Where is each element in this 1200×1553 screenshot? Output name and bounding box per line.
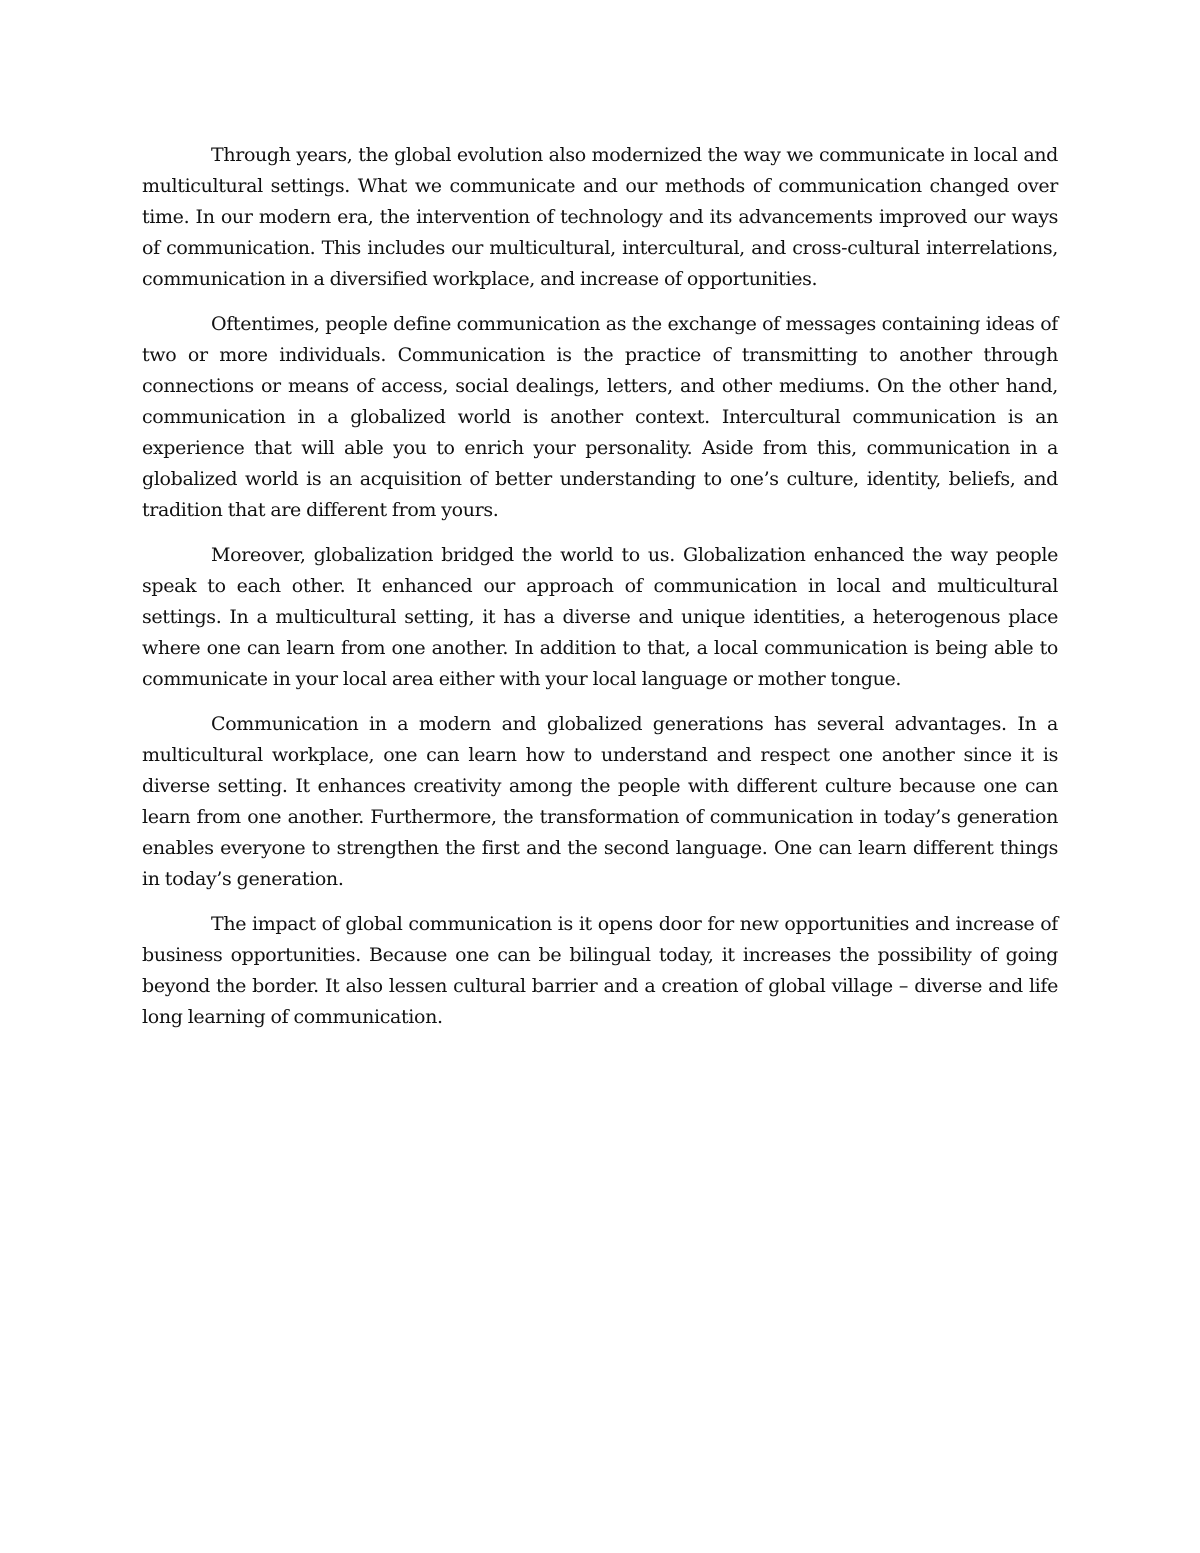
paragraph-3: Moreover, globalization bridged the world to us. Globalization enhanced the way people speak to each other. It enhanced our approach of communication in local and multicultural settings. In a multicultural setting, it has a diverse and unique identities, a heterogenous place where one can learn from one another. In addition to that, a local communication is being able to communicate in your local area either with your local language or mother tongue.	[142, 544, 1058, 690]
paragraph-5: The impact of global communication is it opens door for new opportunities and increase of business opportunities. Because one can be bilingual today, it increases the possibility of going beyond the border. It also lessen cultural barrier and a creation of global village – diverse and life long learning of communication.	[142, 913, 1058, 1028]
essay-body	[142, 140, 1058, 1047]
paragraph-4: Communication in a modern and globalized generations has several advantages. In a multicultural workplace, one can learn how to understand and respect one another since it is diverse setting. It enhances creativity among the people with different culture because one can learn from one another. Furthermore, the transformation of communication in today’s generation enables everyone to strengthen the first and the second language. One can learn different things in today’s generation.	[142, 713, 1058, 890]
paragraph-2: Oftentimes, people define communication as the exchange of messages containing ideas of two or more individuals. Communication is the practice of transmitting to another through connections or means of access, social dealings, letters, and other mediums. On the other hand, communication in a globalized world is another context. Intercultural communication is an experience that will able you to enrich your personality. Aside from this, communication in a globalized world is an acquisition of better understanding to one’s culture, identity, beliefs, and tradition that are different from yours.	[142, 313, 1058, 521]
paragraph-1: Through years, the global evolution also modernized the way we communicate in local and multicultural settings. What we communicate and our methods of communication changed over time. In our modern era, the intervention of technology and its advancements improved our ways of communication. This includes our multicultural, intercultural, and cross-cultural interrelations, communication in a diversified workplace, and increase of opportunities.	[142, 144, 1058, 290]
